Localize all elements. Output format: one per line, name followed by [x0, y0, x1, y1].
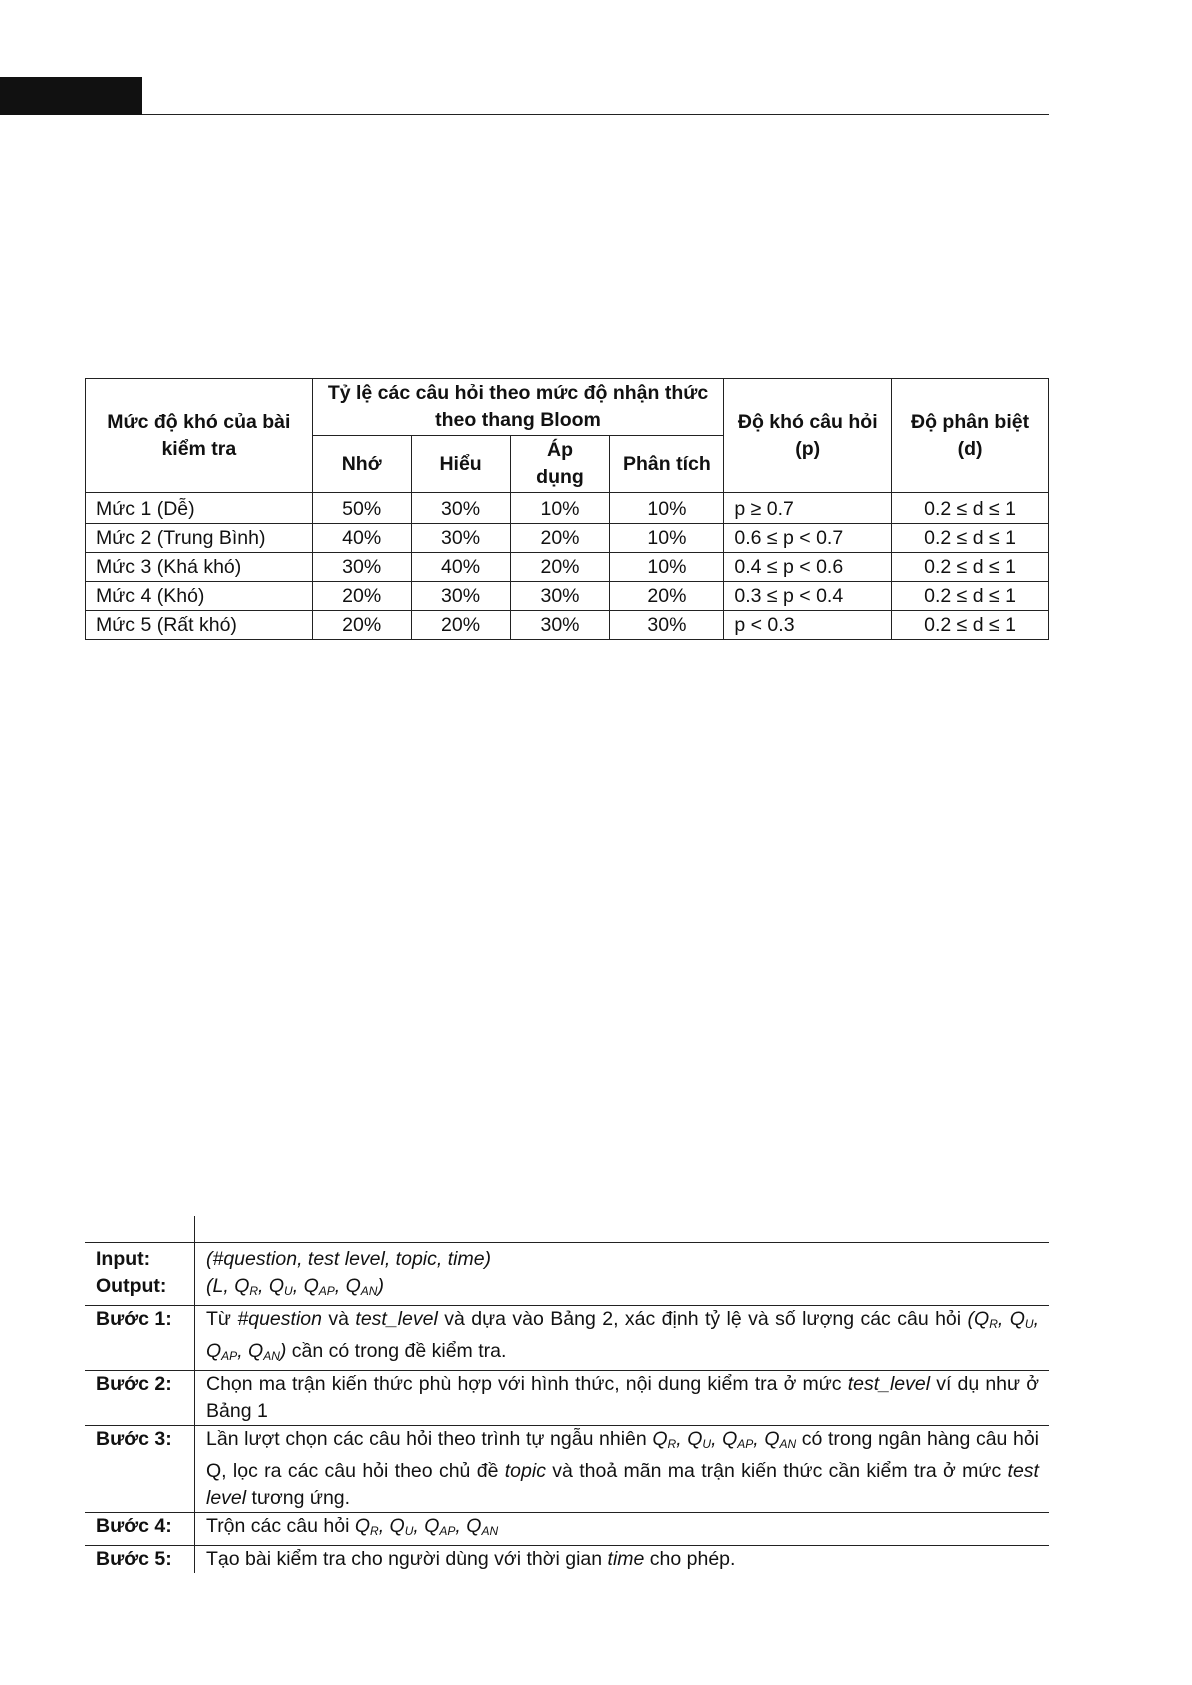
input-value: (#question, test level, topic, time) [195, 1243, 1050, 1274]
step2-label: Bước 2 [96, 1373, 166, 1395]
cell-level: Mức 1 (Dễ) [86, 493, 313, 524]
cell-d: 0.2 ≤ d ≤ 1 [892, 582, 1049, 611]
algorithm-table [85, 1216, 1049, 1573]
cell-level: Mức 3 (Khá khó) [86, 553, 313, 582]
bloom-difficulty-table [85, 378, 1049, 640]
header-discrimination: Độ phân biệt (d) [892, 379, 1049, 493]
step-row: Bước 3: Lần lượt chọn các câu hỏi theo trình tự ngẫu nhiên $Q_R$, $Q_U$, $Q_{AP}$, $Q_{AN}$ có trong ngân hàng câu hỏi Q, lọc ra các câu hỏi theo chủ đề topic và thoả mãn ma trận kiến thức cần kiểm tra ở mức test level tương ứng. [85, 1426, 1049, 1513]
step4-label: Bước 4 [96, 1515, 166, 1537]
input-label: Input [96, 1248, 144, 1270]
cell-analyze: 10% [610, 493, 724, 524]
cell-apply: 30% [510, 611, 610, 640]
cell-apply: 20% [510, 524, 610, 553]
cell-p: p < 0.3 [724, 611, 892, 640]
cell-d: 0.2 ≤ d ≤ 1 [892, 493, 1049, 524]
header-rule [142, 114, 1049, 115]
step-row: Bước 5: Tạo bài kiểm tra cho người dùng với thời gian time cho phép. [85, 1546, 1049, 1574]
cell-level: Mức 2 (Trung Bình) [86, 524, 313, 553]
cell-level: Mức 4 (Khó) [86, 582, 313, 611]
step1-label: Bước 1 [96, 1308, 166, 1330]
step-row: Bước 4: Trộn các câu hỏi $Q_R$, $Q_U$, $Q_{AP}$, $Q_{AN}$ [85, 1513, 1049, 1546]
header-analyze: Phân tích [610, 436, 724, 493]
step4-text: Trộn các câu hỏi $Q_R$, $Q_U$, $Q_{AP}$, $Q_{AN}$ [195, 1513, 1050, 1546]
cell-understand: 30% [411, 582, 510, 611]
output-value: (L, $Q_R$, $Q_U$, $Q_{AP}$, $Q_{AN}$) [195, 1273, 1050, 1306]
cell-remember: 30% [312, 553, 411, 582]
table-row [86, 582, 1049, 611]
table-row [86, 611, 1049, 640]
cell-analyze: 10% [610, 524, 724, 553]
cell-apply: 20% [510, 553, 610, 582]
cell-level: Mức 5 (Rất khó) [86, 611, 313, 640]
step1-text: Từ #question và test_level và dựa vào Bảng 2, xác định tỷ lệ và số lượng các câu hỏi ($Q_R$, $Q_U$, $Q_{AP}$, $Q_{AN}$) cần có trong đề kiểm tra. [195, 1306, 1050, 1371]
cell-p: 0.3 ≤ p < 0.4 [724, 582, 892, 611]
table-row [86, 493, 1049, 524]
cell-remember: 20% [312, 611, 411, 640]
cell-understand: 40% [411, 553, 510, 582]
cell-analyze: 20% [610, 582, 724, 611]
cell-understand: 20% [411, 611, 510, 640]
step3-label: Bước 3 [96, 1428, 166, 1450]
header-question-difficulty: Độ khó câu hỏi (p) [724, 379, 892, 493]
header-block [0, 77, 142, 115]
cell-analyze: 10% [610, 553, 724, 582]
cell-d: 0.2 ≤ d ≤ 1 [892, 524, 1049, 553]
table-row [86, 524, 1049, 553]
step5-label: Bước 5 [96, 1548, 166, 1570]
header-apply: Áp dụng [510, 436, 610, 493]
step5-text: Tạo bài kiểm tra cho người dùng với thời gian time cho phép. [195, 1546, 1050, 1574]
cell-apply: 30% [510, 582, 610, 611]
cell-d: 0.2 ≤ d ≤ 1 [892, 611, 1049, 640]
cell-d: 0.2 ≤ d ≤ 1 [892, 553, 1049, 582]
step-row: Bước 2: Chọn ma trận kiến thức phù hợp với hình thức, nội dung kiểm tra ở mức test_level ví dụ như ở Bảng 1 [85, 1371, 1049, 1426]
table-row [86, 553, 1049, 582]
cell-remember: 40% [312, 524, 411, 553]
cell-p: 0.4 ≤ p < 0.6 [724, 553, 892, 582]
cell-p: p ≥ 0.7 [724, 493, 892, 524]
algorithm-header-row [85, 1216, 1049, 1243]
cell-understand: 30% [411, 493, 510, 524]
cell-understand: 30% [411, 524, 510, 553]
output-row: Output: (L, $Q_R$, $Q_U$, $Q_{AP}$, $Q_{AN}$) [85, 1273, 1049, 1306]
cell-remember: 50% [312, 493, 411, 524]
step3-text: Lần lượt chọn các câu hỏi theo trình tự ngẫu nhiên $Q_R$, $Q_U$, $Q_{AP}$, $Q_{AN}$ có trong ngân hàng câu hỏi Q, lọc ra các câu hỏi theo chủ đề topic và thoả mãn ma trận kiến thức cần kiểm tra ở mức test level tương ứng. [195, 1426, 1050, 1513]
step-row: Bước 1: Từ #question và test_level và dựa vào Bảng 2, xác định tỷ lệ và số lượng các câu hỏi ($Q_R$, $Q_U$, $Q_{AP}$, $Q_{AN}$) cần có trong đề kiểm tra. [85, 1306, 1049, 1371]
cell-remember: 20% [312, 582, 411, 611]
header-difficulty: Mức độ khó của bài kiểm tra [86, 379, 313, 493]
step2-text: Chọn ma trận kiến thức phù hợp với hình thức, nội dung kiểm tra ở mức test_level ví dụ như ở Bảng 1 [195, 1371, 1050, 1426]
cell-analyze: 30% [610, 611, 724, 640]
header-bloom-group: Tỷ lệ các câu hỏi theo mức độ nhận thức theo thang Bloom [312, 379, 724, 436]
header-understand: Hiểu [411, 436, 510, 493]
input-row: Input: (#question, test level, topic, time) [85, 1243, 1049, 1274]
header-remember: Nhớ [312, 436, 411, 493]
cell-apply: 10% [510, 493, 610, 524]
output-label: Output [96, 1275, 160, 1297]
cell-p: 0.6 ≤ p < 0.7 [724, 524, 892, 553]
